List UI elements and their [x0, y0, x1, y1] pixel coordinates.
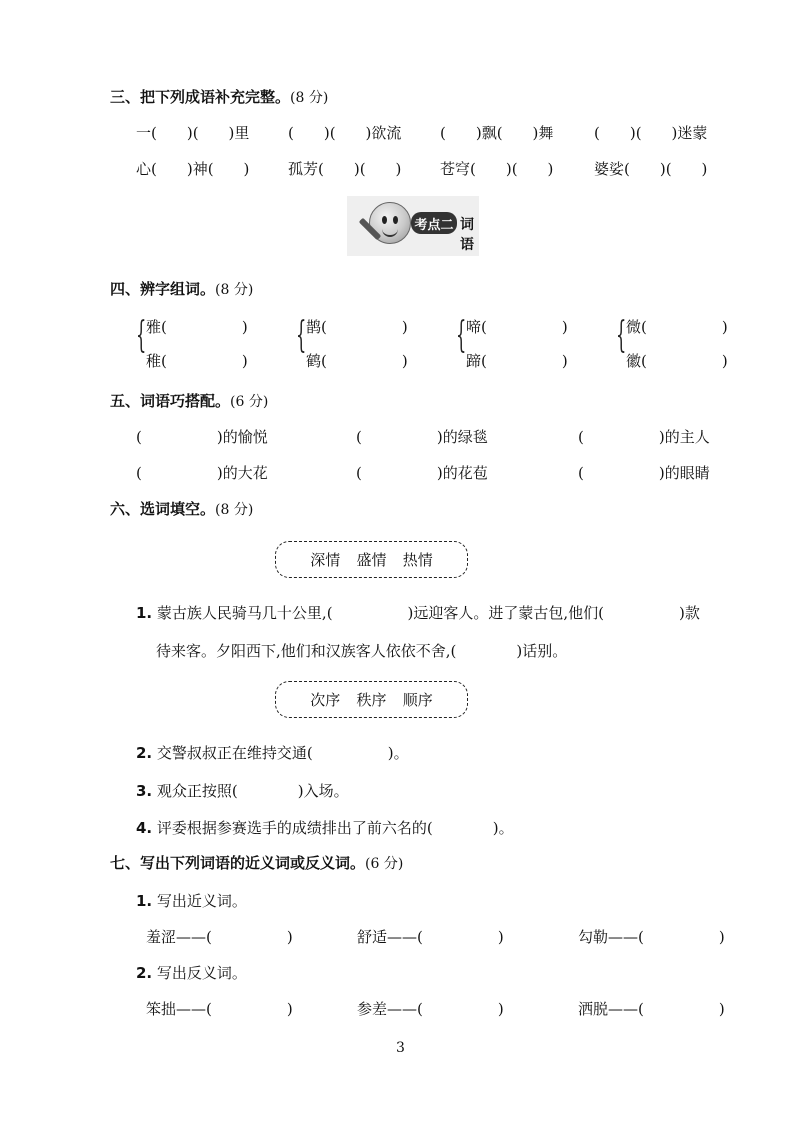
match-item: ( )的眼睛 [578, 464, 710, 482]
match-item: ( )的愉悦 [136, 428, 268, 446]
match-item: ( )的花苞 [356, 464, 488, 482]
word-choice: 热情 [402, 551, 433, 569]
pair-item: 微( ) [626, 318, 728, 336]
idiom-item: 婆娑( )( ) [594, 160, 708, 178]
question-1-line-1 [136, 602, 700, 623]
question-1-line-2: 待来客。夕阳西下,他们和汉族客人依依不舍,( )话别。 [156, 642, 568, 660]
pair-item: 稚( ) [146, 352, 248, 370]
section-5-heading: 五、词语巧搭配。 [110, 392, 231, 410]
question-number: 1. [136, 892, 153, 910]
brace-glyph: { [456, 315, 467, 356]
word-choice-box-2 [275, 681, 468, 718]
pair-item: 啼( ) [466, 318, 568, 336]
section-5-points: (6 分) [230, 394, 269, 410]
topic-badge: 考点二 [411, 212, 457, 234]
section-3-points: (8 分) [290, 90, 329, 106]
pair-item: 鹤( ) [306, 352, 408, 370]
question-text: 交警叔叔正在维持交通( )。 [156, 744, 409, 762]
section-4-points: (8 分) [215, 282, 254, 298]
section-6-title [110, 498, 253, 519]
antonym-item: 参差——( ) [357, 1000, 504, 1018]
match-item: ( )的大花 [136, 464, 268, 482]
synonym-item: 勾勒——( ) [578, 928, 725, 946]
brace-glyph: { [136, 315, 147, 356]
word-choice-box-1 [275, 541, 468, 578]
question-text: 观众正按照( )入场。 [156, 782, 349, 800]
topic-banner [347, 196, 479, 256]
pair-item: 雅( ) [146, 318, 248, 336]
idiom-item: ( )飘( )舞 [440, 124, 554, 142]
idiom-item: 苍穹( )( ) [440, 160, 554, 178]
question-number: 2. [136, 744, 153, 762]
idiom-item: 一( )( )里 [136, 124, 250, 142]
section-7-points: (6 分) [365, 856, 404, 872]
match-item: ( )的主人 [578, 428, 710, 446]
question-text: 评委根据参赛选手的成绩排出了前六名的( )。 [156, 819, 514, 837]
antonym-label [136, 962, 247, 983]
match-item: ( )的绿毯 [356, 428, 488, 446]
word-choice: 盛情 [356, 551, 387, 569]
question-3 [136, 780, 349, 801]
idiom-item: ( )( )迷蒙 [594, 124, 708, 142]
question-number: 2. [136, 964, 153, 982]
word-choice: 秩序 [356, 691, 387, 709]
word-choice: 深情 [310, 551, 341, 569]
question-text: 写出近义词。 [156, 892, 247, 910]
synonym-item: 羞涩——( ) [146, 928, 293, 946]
section-6-points: (8 分) [215, 502, 254, 518]
brace-glyph: { [616, 315, 627, 356]
word-choice: 次序 [310, 691, 341, 709]
topic-term: 词语 [460, 217, 474, 253]
question-text: 写出反义词。 [156, 964, 247, 982]
antonym-item: 洒脱——( ) [578, 1000, 725, 1018]
page-number: 3 [396, 1040, 405, 1056]
pair-item: 鹊( ) [306, 318, 408, 336]
synonym-item: 舒适——( ) [357, 928, 504, 946]
section-7-heading: 七、写出下列词语的近义词或反义词。 [110, 854, 366, 872]
question-number: 3. [136, 782, 153, 800]
antonym-item: 笨拙——( ) [146, 1000, 293, 1018]
pair-item: 蹄( ) [466, 352, 568, 370]
section-3-heading: 三、把下列成语补充完整。 [110, 88, 291, 106]
idiom-item: 孤芳( )( ) [288, 160, 402, 178]
section-4-title [110, 278, 253, 299]
question-4 [136, 817, 514, 838]
idiom-item: ( )( )欲流 [288, 124, 402, 142]
section-6-heading: 六、选词填空。 [110, 500, 216, 518]
word-choice: 顺序 [402, 691, 433, 709]
question-number: 1. [136, 604, 153, 622]
question-text: 蒙古族人民骑马几十公里,( )远迎客人。进了蒙古包,他们( )款 [156, 604, 700, 622]
question-2 [136, 742, 409, 763]
synonym-label [136, 890, 247, 911]
section-4-heading: 四、辨字组词。 [110, 280, 216, 298]
pair-item: 徽( ) [626, 352, 728, 370]
section-5-title [110, 390, 268, 411]
idiom-item: 心( )神( ) [136, 160, 250, 178]
section-7-title [110, 852, 403, 873]
section-3-title [110, 86, 328, 107]
question-number: 4. [136, 819, 153, 837]
brace-glyph: { [296, 315, 307, 356]
